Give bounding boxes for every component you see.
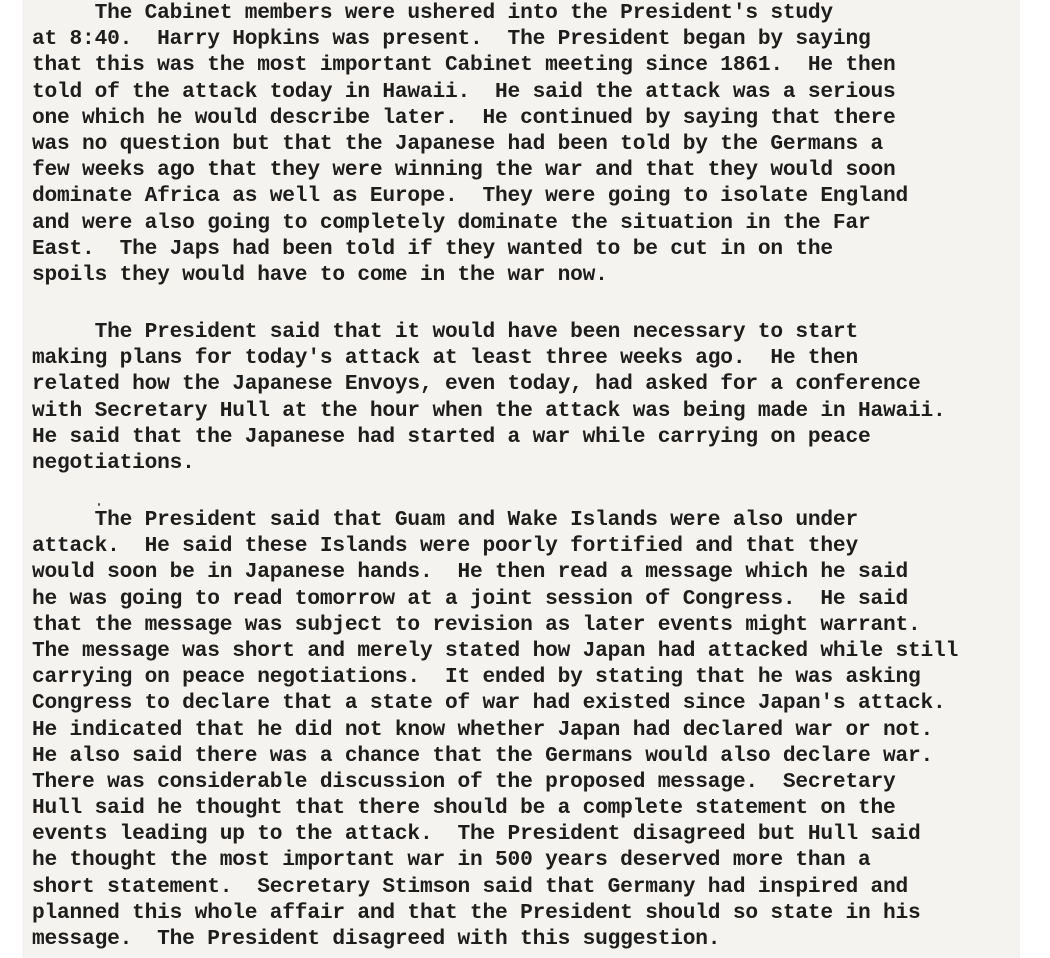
text-line: There was considerable discussion of the proposed message. Secretary [32, 769, 896, 794]
text-line: The Cabinet members were ushered into the President's study [32, 1, 833, 25]
paragraph-1 [32, 0, 908, 288]
text-line: The President said that Guam and Wake Islands were also under [32, 508, 858, 532]
text-line: carrying on peace negotiations. It ended by stating that he was asking [32, 665, 921, 690]
text-line: he was going to read tomorrow at a joint session of Congress. He said [32, 586, 909, 611]
text-line: told of the attack today in Hawaii. He said the attack was a serious [32, 79, 896, 104]
text-line: attack. He said these Islands were poorly fortified and that they [32, 534, 858, 559]
text-line: would soon be in Japanese hands. He then read a message which he said [32, 560, 909, 585]
text-line: He indicated that he did not know whether Japan had declared war or not. [32, 717, 934, 742]
text-line: events leading up to the attack. The President disagreed but Hull said [32, 822, 921, 847]
text-line: making plans for today's attack at least three weeks ago. He then [32, 346, 858, 371]
text-line: The President said that it would have been necessary to start [32, 320, 858, 344]
text-line: and were also going to completely dominate the situation in the Far [32, 210, 871, 235]
text-line: East. The Japs had been told if they wanted to be cut in on the [32, 236, 833, 261]
text-line: Congress to declare that a state of war had existed since Japan's attack. [32, 691, 946, 716]
page-margin [1020, 0, 1050, 958]
typewritten-page [22, 0, 1020, 958]
text-line: that this was the most important Cabinet meeting since 1861. He then [32, 53, 896, 78]
text-line: one which he would describe later. He continued by saying that there [32, 105, 896, 130]
text-line: with Secretary Hull at the hour when the attack was being made in Hawaii. [32, 398, 946, 423]
text-line: at 8:40. Harry Hopkins was present. The President began by saying [32, 27, 871, 52]
text-line: he thought the most important war in 500 years deserved more than a [32, 848, 871, 873]
text-line: negotiations. [32, 450, 195, 475]
text-line: short statement. Secretary Stimson said that Germany had inspired and [32, 874, 909, 899]
text-line: The message was short and merely stated how Japan had attacked while still [32, 638, 959, 663]
text-line: Hull said he thought that there should be a complete statement on the [32, 796, 896, 821]
text-line: message. The President disagreed with this suggestion. [32, 927, 721, 951]
text-line: He said that the Japanese had started a war while carrying on peace [32, 424, 871, 449]
text-line: He also said there was a chance that the Germans would also declare war. [32, 743, 934, 768]
text-line: that the message was subject to revision as later events might warrant. [32, 612, 921, 637]
text-line: related how the Japanese Envoys, even today, had asked for a conference [32, 372, 921, 397]
paper-speck [98, 503, 100, 506]
text-line: dominate Africa as well as Europe. They were going to isolate England [32, 184, 909, 209]
text-line: planned this whole affair and that the President should so state in his [32, 900, 921, 925]
paragraph-3 [32, 507, 958, 952]
paragraph-2 [32, 319, 946, 476]
text-line: few weeks ago that they were winning the war and that they would soon [32, 158, 896, 183]
text-line: was no question but that the Japanese had been told by the Germans a [32, 131, 883, 156]
text-line: spoils they would have to come in the war now. [32, 262, 608, 287]
